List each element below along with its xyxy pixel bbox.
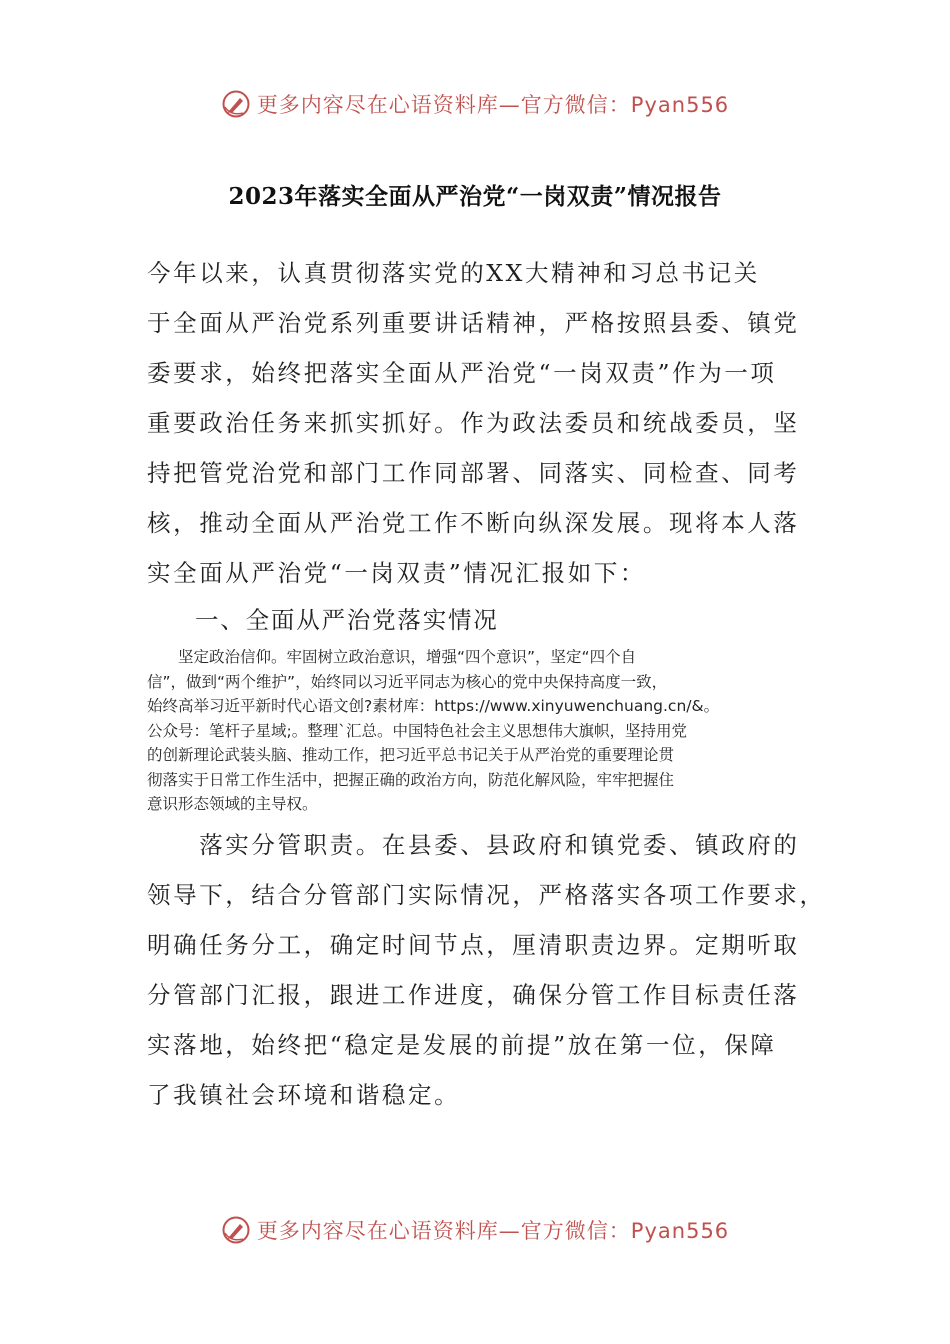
paragraph-line: 实落地，始终把“稳定是发展的前提”放在第一位，保障 bbox=[147, 1031, 777, 1059]
paragraph-line: 落实分管职责。在县委、县政府和镇党委、镇政府的 bbox=[147, 831, 800, 859]
banner-text: 更多内容尽在心语资料库—官方微信：Pyan556 bbox=[256, 93, 730, 117]
paragraph-line: 了我镇社会环境和谐稳定。 bbox=[147, 1081, 461, 1109]
paragraph-line: 于全面从严治党系列重要讲话精神，严格按照县委、镇党 bbox=[147, 309, 800, 337]
paragraph-line: 信”，做到“两个维护”，始终同以习近平同志为核心的党中央保持高度一致， bbox=[147, 672, 668, 691]
header-banner bbox=[0, 82, 950, 126]
section-heading: 一、全面从严治党落实情况 bbox=[195, 606, 499, 634]
banner-text: 更多内容尽在心语资料库—官方微信：Pyan556 bbox=[256, 1219, 730, 1243]
paragraph-line: 坚定政治信仰。牢固树立政治意识，增强“四个意识”，坚定“四个自 bbox=[147, 648, 637, 666]
paragraph-line: 始终高举习近平新时代心语文创?素材库：https://www.xinyuwenchuang.cn/&。 bbox=[147, 697, 720, 715]
footer-banner bbox=[0, 1208, 950, 1252]
paragraph-line: 今年以来，认真贯彻落实党的XX大精神和习总书记关 bbox=[147, 259, 760, 287]
paragraph-line: 持把管党治党和部门工作同部署、同落实、同检查、同考 bbox=[147, 459, 800, 487]
political-belief-paragraph bbox=[147, 645, 807, 817]
paragraph-line: 分管部门汇报，跟进工作进度，确保分管工作目标责任落 bbox=[147, 981, 800, 1009]
paragraph-line: 委要求，始终把落实全面从严治党“一岗双责”作为一项 bbox=[147, 359, 777, 387]
paragraph-line: 实全面从严治党“一岗双责”情况汇报如下： bbox=[147, 559, 647, 587]
paragraph-line: 明确任务分工，确定时间节点，厘清职责边界。定期听取 bbox=[147, 931, 800, 959]
pen-circle-icon bbox=[221, 1215, 251, 1245]
intro-paragraph bbox=[147, 248, 803, 598]
pen-circle-icon bbox=[221, 89, 251, 119]
paragraph-line: 领导下，结合分管部门实际情况，严格落实各项工作要求， bbox=[147, 881, 826, 909]
paragraph-line: 核，推动全面从严治党工作不断向纵深发展。现将本人落 bbox=[147, 509, 800, 537]
paragraph-line: 彻落实于日常工作生活中，把握正确的政治方向，防范化解风险，牢牢把握住 bbox=[147, 770, 675, 789]
paragraph-line: 重要政治任务来抓实抓好。作为政法委员和统战委员，坚 bbox=[147, 409, 800, 437]
paragraph-line: 意识形态领域的主导权。 bbox=[147, 795, 318, 813]
document-title: 2023年落实全面从严治党“一岗双责”情况报告 bbox=[228, 183, 722, 210]
duty-paragraph bbox=[147, 820, 826, 1120]
paragraph-line: 的创新理论武装头脑、推动工作，把习近平总书记关于从严治党的重要理论贯 bbox=[147, 746, 675, 764]
paragraph-line: 公众号：笔杆子星域;。整理`汇总。中国特色社会主义思想伟大旗帜，坚持用党 bbox=[147, 721, 687, 740]
